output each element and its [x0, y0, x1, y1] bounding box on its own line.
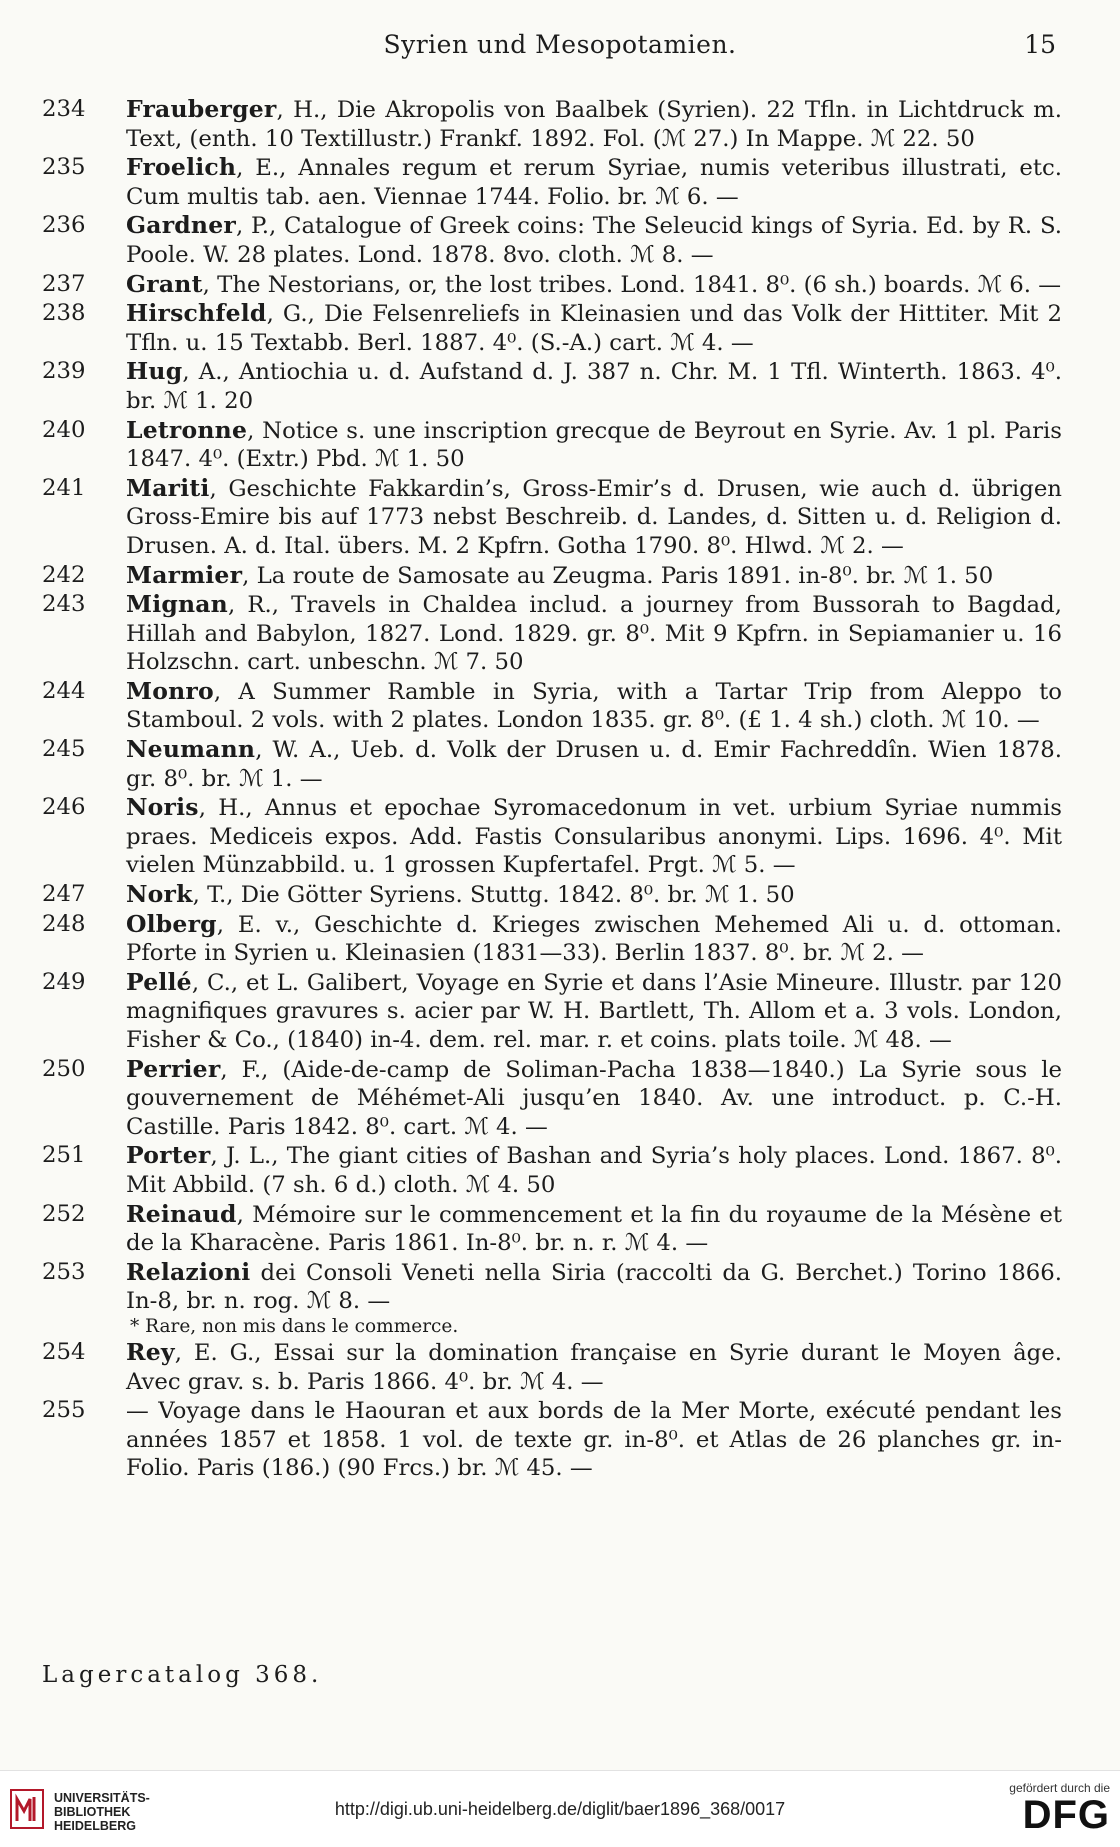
funding-note: gefördert durch die: [1009, 1781, 1110, 1795]
entry-text: [126, 1338, 1062, 1396]
entry-author: Grant: [126, 269, 203, 298]
entry-number: 237: [42, 270, 86, 297]
entry-author: Perrier: [126, 1054, 221, 1083]
entry-text: [126, 95, 1062, 153]
entry-text: [126, 561, 1062, 591]
entry-text: [126, 211, 1062, 269]
entry-number: 247: [42, 881, 86, 908]
entry-text: [126, 793, 1062, 880]
catalog-entry: [42, 677, 1062, 735]
catalog-entry: [42, 1396, 1062, 1483]
entry-description: , C., et L. Galibert, Voyage en Syrie et dans l’Asie Mineure. Illustr. par 120 magnifiques gravures s. acier par W. H. Bartlett, Th. Allom et a. 3 vols. London, Fisher & Co., (1840) in-4. dem. rel. mar. r. et coins. plats toile. ℳ 48. —: [126, 969, 1062, 1053]
entry-number: 245: [42, 736, 86, 763]
entry-description: , P., Catalogue of Greek coins: The Seleucid kings of Syria. Ed. by R. S. Poole. W. 28 plates. Lond. 1878. 8vo. cloth. ℳ 8. —: [126, 213, 1062, 268]
catalog-entry: [42, 590, 1062, 677]
entry-number: 240: [42, 416, 86, 443]
entry-text: [126, 416, 1062, 474]
entry-text: [126, 153, 1062, 211]
catalog-entry: [42, 1338, 1062, 1396]
entry-number: 239: [42, 358, 86, 385]
entry-description: , R., Travels in Chaldea includ. a journey from Bussorah to Bagdad, Hillah and Babylon, 1827. Lond. 1829. gr. 8⁰. Mit 9 Kpfrn. in Sepiamanier u. 16 Holzschn. cart. unbeschn. ℳ 7. 50: [126, 592, 1062, 676]
entry-text: [126, 474, 1062, 561]
signature-line: Lagercatalog 368.: [42, 1662, 323, 1688]
entry-text: [126, 270, 1062, 300]
entry-author: Porter: [126, 1141, 211, 1170]
footer-bar: [0, 1770, 1120, 1847]
catalog-entry: [42, 1141, 1062, 1199]
library-name-line: BIBLIOTHEK: [54, 1805, 131, 1819]
catalog-entry: [42, 416, 1062, 474]
catalog-entry: [42, 1055, 1062, 1142]
entry-number: 255: [42, 1397, 86, 1424]
entry-description: , T., Die Götter Syriens. Stuttg. 1842. 8⁰. br. ℳ 1. 50: [192, 882, 795, 909]
entry-description: — Voyage dans le Haouran et aux bords de la Mer Morte, exécuté pendant les années 1857 et 1858. 1 vol. de texte gr. in-8⁰. et Atlas de 26 planches gr. in-Folio. Paris (186.) (90 Frcs.) br. ℳ 45. —: [126, 1398, 1062, 1482]
entry-number: 234: [42, 96, 86, 122]
entry-author: Froelich: [126, 153, 237, 182]
entry-number: 238: [42, 300, 86, 327]
entry-text: [126, 968, 1062, 1055]
entry-description: , H., Die Akropolis von Baalbek (Syrien). 22 Tfln. in Lichtdruck m. Text, (enth. 10 Textillustr.) Frankf. 1892. Fol. (ℳ 27.) In Mappe. ℳ 22. 50: [126, 97, 1062, 152]
entry-number: 254: [42, 1338, 86, 1365]
entry-number: 244: [42, 677, 86, 704]
entry-description: , G., Die Felsenreliefs in Kleinasien und das Volk der Hittiter. Mit 2 Tfln. u. 15 Textabb. Berl. 1887. 4⁰. (S.-A.) cart. ℳ 4. —: [126, 301, 1062, 356]
funder-logo: [998, 1781, 1110, 1837]
entry-text: [126, 1396, 1062, 1483]
entry-author: Hug: [126, 357, 183, 386]
entry-description: , A Summer Ramble in Syria, with a Tartar Trip from Aleppo to Stamboul. 2 vols. with 2 plates. London 1835. gr. 8⁰. (£ 1. 4 sh.) cloth. ℳ 10. —: [126, 678, 1062, 734]
entry-description: , Mémoire sur le commencement et la fin du royaume de la Mésène et de la Kharacène. Paris 1861. In-8⁰. br. n. r. ℳ 4. —: [126, 1201, 1062, 1257]
entry-number: 250: [42, 1055, 86, 1082]
catalog-entry: [42, 270, 1062, 300]
entry-text: [126, 1200, 1062, 1258]
library-name-line: HEIDELBERG: [54, 1819, 136, 1833]
entry-text: [126, 677, 1062, 735]
entry-author: Monro: [126, 676, 214, 705]
entry-description: , E. v., Geschichte d. Krieges zwischen Mehemed Ali u. d. ottoman. Pforte in Syrien u. Kleinasien (1831—33). Berlin 1837. 8⁰. br. ℳ 2. —: [126, 911, 1062, 967]
running-header: [0, 30, 1120, 66]
entry-number: 235: [42, 154, 86, 181]
entry-description: , F., (Aide-de-camp de Soliman-Pacha 1838—1840.) La Syrie sous le gouvernement de Méhémet-Ali jusqu’en 1840. Av. une introduct. p. C.-H. Castille. Paris 1842. 8⁰. cart. ℳ 4. —: [126, 1056, 1062, 1140]
entry-text: [126, 880, 1062, 910]
entry-author: Noris: [126, 793, 199, 822]
entry-text: [126, 735, 1062, 793]
entry-description: dei Consoli Veneti nella Siria (raccolti da G. Berchet.) Torino 1866. In-8, br. n. rog. ℳ 8. —: [126, 1259, 1062, 1315]
page-number: 15: [1024, 30, 1056, 59]
entry-number: 253: [42, 1258, 86, 1285]
catalog-entry: [42, 299, 1062, 357]
page-title: Syrien und Mesopotamien.: [383, 30, 737, 59]
entry-text: [126, 910, 1062, 968]
catalog-entry: [42, 474, 1062, 561]
catalog-entry: [42, 211, 1062, 269]
entry-number: 236: [42, 212, 86, 239]
entry-text: [126, 299, 1062, 357]
funder-name: DFG: [1022, 1793, 1110, 1837]
library-name-line: UNIVERSITÄTS-: [54, 1791, 150, 1805]
entry-description: , W. A., Ueb. d. Volk der Drusen u. d. Emir Fachreddîn. Wien 1878. gr. 8⁰. br. ℳ 1. —: [126, 737, 1062, 792]
catalog-entries: [42, 95, 1062, 1483]
entry-text: [126, 1141, 1062, 1199]
entry-text: [126, 1258, 1062, 1316]
entry-number: 249: [42, 968, 86, 995]
catalog-entry: [42, 968, 1062, 1055]
catalog-entry: [42, 793, 1062, 880]
entry-description: , E., Annales regum et rerum Syriae, numis veteribus illustrati, etc. Cum multis tab. aen. Viennae 1744. Folio. br. ℳ 6. —: [126, 155, 1062, 210]
entry-author: Mariti: [126, 473, 210, 502]
catalog-entry: [42, 561, 1062, 591]
entry-number: 248: [42, 910, 86, 937]
entry-number: 252: [42, 1200, 86, 1227]
entry-author: Letronne: [126, 415, 248, 444]
entry-text: [126, 1055, 1062, 1142]
entry-number: 241: [42, 474, 86, 501]
catalog-entry: [42, 357, 1062, 415]
source-url-link[interactable]: http://digi.ub.uni-heidelberg.de/diglit/baer1896_368/0017: [334, 1799, 786, 1819]
entry-number: 242: [42, 561, 86, 588]
catalog-entry: [42, 880, 1062, 910]
catalog-entry: [42, 910, 1062, 968]
entry-author: Reinaud: [126, 1199, 237, 1228]
entry-author: Mignan: [126, 590, 228, 619]
entry-text: [126, 357, 1062, 415]
catalog-entry: [42, 1258, 1062, 1338]
entry-author: Nork: [126, 880, 193, 909]
entry-description: , H., Annus et epochae Syromacedonum in vet. urbium Syriae nummis praes. Mediceis expos. Add. Fastis Consularibus anonymi. Lips. 1696. 4⁰. Mit vielen Münzabbild. u. 1 grossen Kupfertafel. Prgt. ℳ 5. —: [126, 795, 1062, 879]
entry-description: , J. L., The giant cities of Bashan and Syria’s holy places. Lond. 1867. 8⁰. Mit Abbild. (7 sh. 6 d.) cloth. ℳ 4. 50: [126, 1143, 1062, 1198]
entry-number: 243: [42, 591, 86, 618]
entry-author: Hirschfeld: [126, 299, 267, 328]
entry-description: , La route de Samosate au Zeugma. Paris 1891. in-8⁰. br. ℳ 1. 50: [242, 562, 994, 589]
entry-author: Pellé: [126, 967, 192, 996]
entry-author: Relazioni: [126, 1257, 251, 1286]
entry-author: Rey: [126, 1337, 175, 1366]
entry-author: Marmier: [126, 560, 243, 589]
entry-description: , E. G., Essai sur la domination française en Syrie durant le Moyen âge. Avec grav. s. b. Paris 1866. 4⁰. br. ℳ 4. —: [126, 1339, 1062, 1395]
entry-author: Olberg: [126, 909, 217, 938]
entry-description: , Notice s. une inscription grecque de Beyrout en Syrie. Av. 1 pl. Paris 1847. 4⁰. (Extr.) Pbd. ℳ 1. 50: [126, 417, 1062, 473]
entry-text: [126, 590, 1062, 677]
entry-author: Neumann: [126, 735, 256, 764]
entry-number: 246: [42, 794, 86, 821]
catalog-entry: [42, 153, 1062, 211]
entry-author: Frauberger: [126, 95, 277, 123]
entry-description: , Geschichte Fakkardin’s, Gross-Emir’s d. Drusen, wie auch d. übrigen Gross-Emire bis auf 1773 nebst Beschreib. d. Landes, d. Sitten u. d. Religion d. Drusen. A. d. Ital. übers. M. 2 Kpfrn. Gotha 1790. 8⁰. Hlwd. ℳ 2. —: [126, 475, 1062, 559]
entry-description: , The Nestorians, or, the lost tribes. Lond. 1841. 8⁰. (6 sh.) boards. ℳ 6. —: [202, 271, 1062, 298]
entry-description: , A., Antiochia u. d. Aufstand d. J. 387 n. Chr. M. 1 Tfl. Winterth. 1863. 4⁰. br. ℳ 1. 20: [126, 359, 1062, 414]
catalog-entry: [42, 735, 1062, 793]
entry-author: Gardner: [126, 211, 236, 240]
entry-number: 251: [42, 1142, 86, 1169]
entry-footnote: * Rare, non mis dans le commerce.: [130, 1315, 459, 1337]
catalog-entry: [42, 95, 1062, 153]
catalog-entry: [42, 1200, 1062, 1258]
